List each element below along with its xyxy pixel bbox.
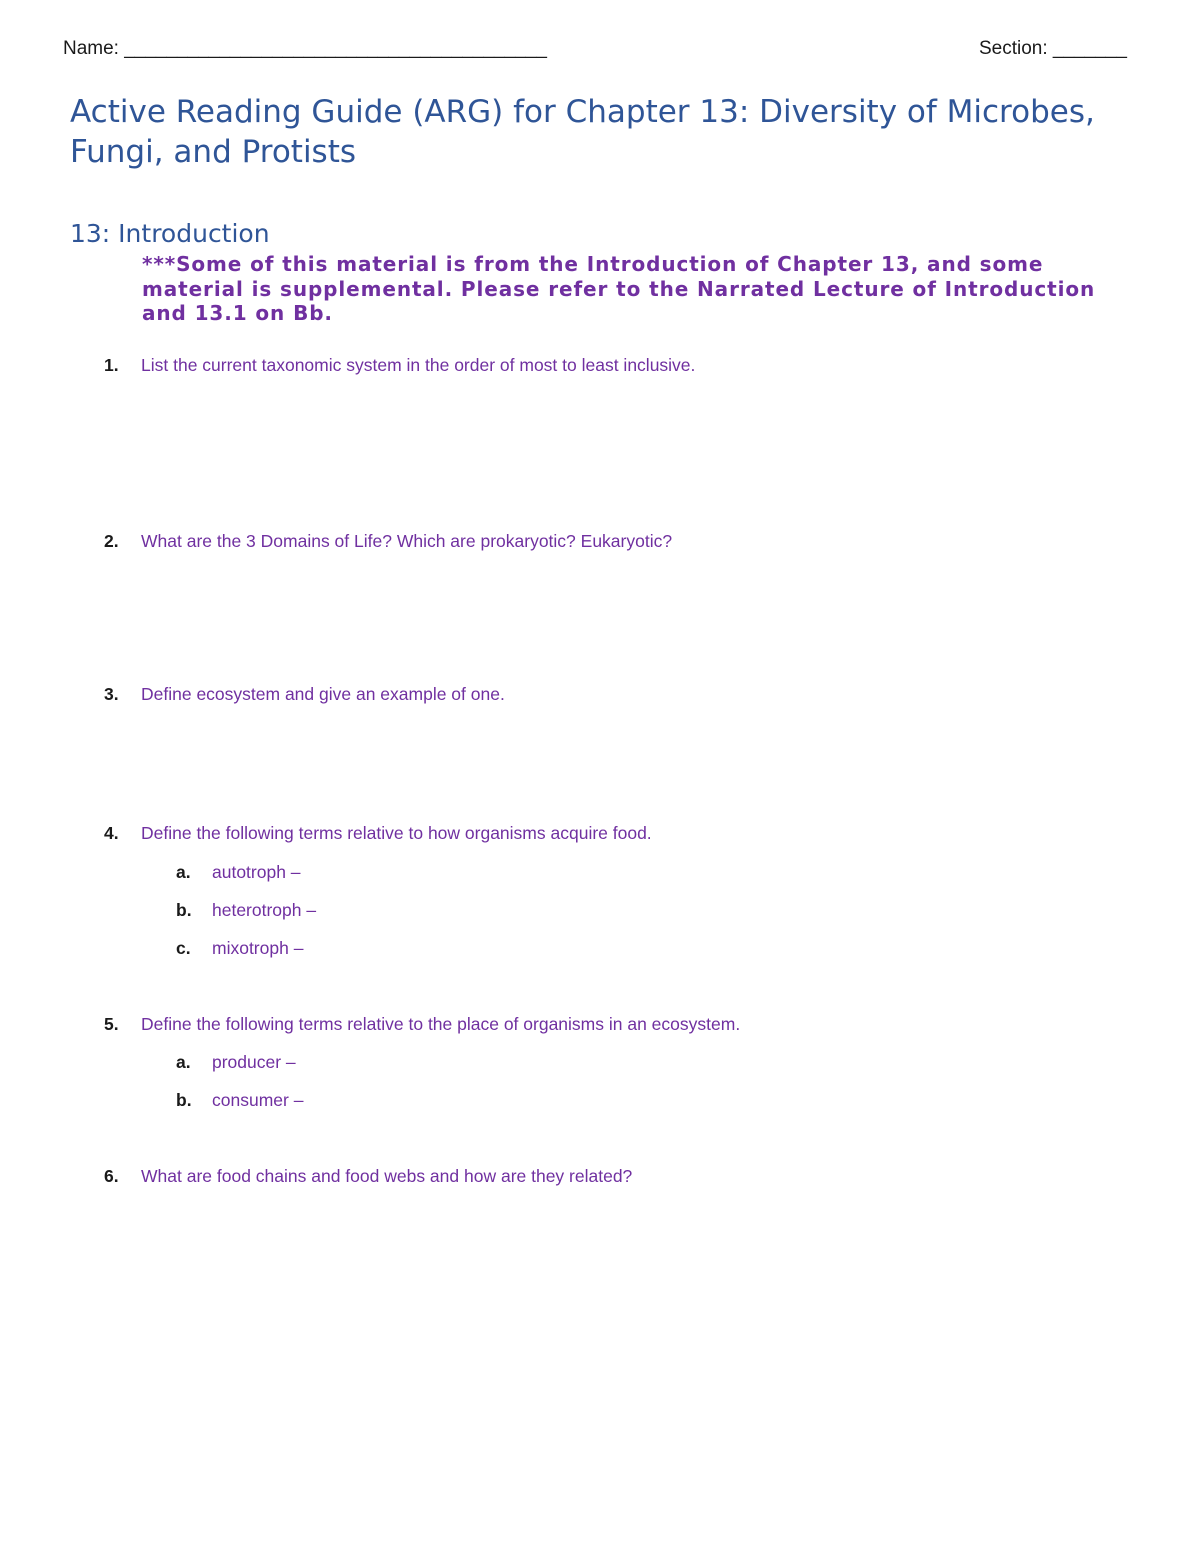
sub-item-heterotroph	[176, 900, 316, 921]
sub-item-text: autotroph –	[212, 862, 301, 882]
sub-item-letter: b.	[176, 1090, 192, 1110]
sub-item-letter: a.	[176, 1052, 191, 1072]
question-text: List the current taxonomic system in the order of most to least inclusive.	[141, 355, 696, 375]
sub-item-autotroph	[176, 862, 301, 883]
question-text: Define ecosystem and give an example of one.	[141, 684, 505, 704]
question-1	[104, 355, 695, 376]
section-note: ***Some of this material is from the Introduction of Chapter 13, and some material is supplemental. Please refer to the Narrated Lecture of Introduction and 13.1 on Bb.	[142, 252, 1096, 325]
question-2	[104, 531, 672, 552]
question-number: 4.	[104, 823, 119, 843]
sub-item-text: producer –	[212, 1052, 296, 1072]
question-6	[104, 1166, 632, 1187]
question-number: 3.	[104, 684, 119, 704]
question-text: Define the following terms relative to the place of organisms in an ecosystem.	[141, 1014, 741, 1034]
sub-item-letter: c.	[176, 938, 191, 958]
sub-item-consumer	[176, 1090, 303, 1111]
question-number: 6.	[104, 1166, 119, 1186]
question-text: What are food chains and food webs and how are they related?	[141, 1166, 633, 1186]
sub-item-producer	[176, 1052, 296, 1073]
section-field-label: Section: _______	[979, 38, 1127, 59]
question-3	[104, 684, 505, 705]
question-number: 1.	[104, 355, 119, 375]
question-4	[104, 823, 652, 844]
section-heading: 13: Introduction	[70, 219, 270, 248]
question-number: 5.	[104, 1014, 119, 1034]
question-number: 2.	[104, 531, 119, 551]
sub-item-text: heterotroph –	[212, 900, 317, 920]
sub-item-mixotroph	[176, 938, 303, 959]
sub-item-letter: a.	[176, 862, 191, 882]
sub-item-text: mixotroph –	[212, 938, 304, 958]
sub-item-letter: b.	[176, 900, 192, 920]
question-text: Define the following terms relative to how organisms acquire food.	[141, 823, 652, 843]
question-5	[104, 1014, 740, 1035]
sub-item-text: consumer –	[212, 1090, 304, 1110]
question-text: What are the 3 Domains of Life? Which are prokaryotic? Eukaryotic?	[141, 531, 673, 551]
name-field-label: Name: ________________________________________	[63, 38, 547, 59]
document-title: Active Reading Guide (ARG) for Chapter 13: Diversity of Microbes, Fungi, and Protists	[70, 94, 1095, 170]
